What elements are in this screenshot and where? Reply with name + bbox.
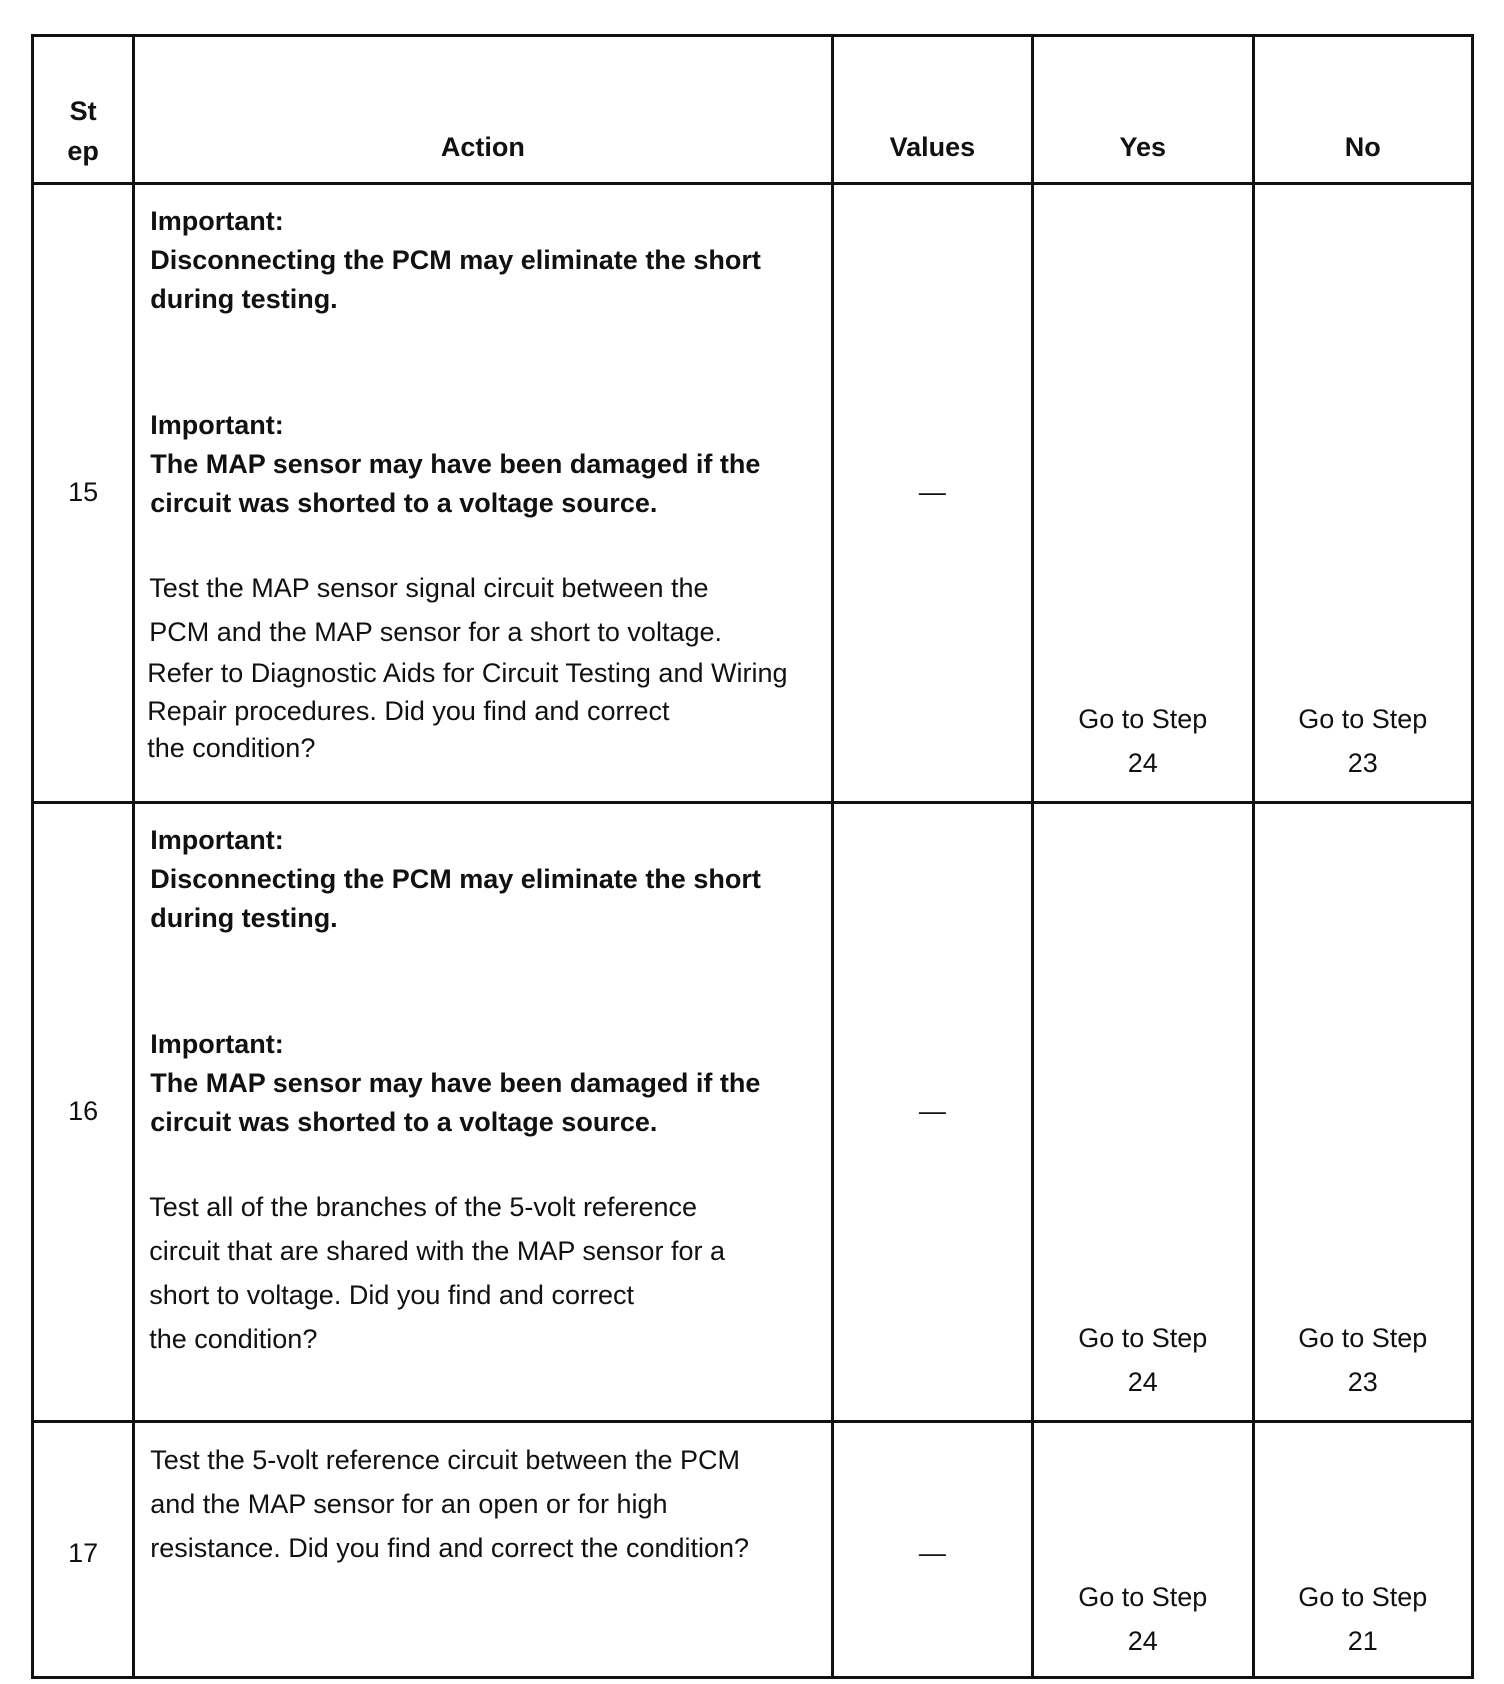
step-cell [33,184,134,803]
action-line: and the MAP sensor for an open or for high [150,1489,668,1519]
action-line: the condition? [149,1324,318,1354]
values-dash: — [918,1096,946,1126]
yes-goto [1034,1316,1251,1404]
goto-step: 23 [1347,1367,1378,1397]
action-cell [134,803,832,1422]
no-cell [1253,184,1472,803]
action-line: resistance. Did you find and correct the condition? [150,1533,750,1563]
step-number: 17 [68,1538,99,1568]
important-label: Important: [150,206,284,236]
yes-goto [1034,697,1251,785]
table-row [33,803,1473,1422]
action-text [149,566,810,766]
action-line: the condition? [147,733,316,763]
goto-step: 23 [1347,748,1378,778]
action-line: circuit that are shared with the MAP sensor for a [149,1236,725,1266]
values-cell [832,184,1032,803]
no-goto [1255,1316,1471,1404]
goto-label: Go to Step [1298,1582,1428,1612]
header-step [33,36,134,184]
important-note [150,406,810,523]
step-cell [33,1422,134,1678]
table-row [33,1422,1473,1678]
yes-goto [1034,1575,1251,1663]
action-text [150,1438,810,1570]
header-values-label: Values [889,132,976,162]
action-line: Test all of the branches of the 5-volt reference [149,1192,698,1222]
important-note [150,1025,810,1142]
action-line: Test the MAP sensor signal circuit between the [149,573,709,603]
action-line: Repair procedures. Did you find and correct [147,696,670,726]
action-line: PCM and the MAP sensor for a short to voltage. [149,617,722,647]
header-no-label: No [1344,132,1381,162]
goto-label: Go to Step [1298,1323,1428,1353]
header-no [1253,36,1472,184]
goto-step: 24 [1127,1367,1158,1397]
header-row [33,36,1473,184]
action-cell [134,1422,832,1678]
important-note [150,821,810,938]
yes-cell [1033,1422,1253,1678]
step-number: 16 [68,1096,99,1126]
action-line: Refer to Diagnostic Aids for Circuit Testing and Wiring [147,658,788,688]
goto-step: 21 [1347,1626,1378,1656]
important-text: The MAP sensor may have been damaged if the circuit was shorted to a voltage source. [150,1068,761,1137]
goto-label: Go to Step [1078,1582,1208,1612]
important-text: Disconnecting the PCM may eliminate the short during testing. [150,864,761,933]
step-cell [33,803,134,1422]
step-number: 15 [68,477,99,507]
no-goto [1255,697,1471,785]
header-values [832,36,1032,184]
header-action [134,36,832,184]
action-text [149,1185,810,1361]
header-yes-label: Yes [1119,132,1167,162]
important-text: Disconnecting the PCM may eliminate the short during testing. [150,245,761,314]
action-line: Test the 5-volt reference circuit between the PCM [150,1445,740,1475]
no-goto [1255,1575,1471,1663]
header-step-line2: ep [67,136,99,166]
important-label: Important: [150,825,284,855]
values-dash: — [918,477,946,507]
header-yes [1033,36,1253,184]
table-row [33,184,1473,803]
no-cell [1253,1422,1472,1678]
header-step-line1: St [69,96,97,126]
diagnostic-table [31,34,1474,1679]
action-cell [134,184,832,803]
important-label: Important: [150,410,284,440]
yes-cell [1033,184,1253,803]
no-cell [1253,803,1472,1422]
action-line: short to voltage. Did you find and correct [149,1280,634,1310]
yes-cell [1033,803,1253,1422]
goto-label: Go to Step [1298,704,1428,734]
goto-label: Go to Step [1078,1323,1208,1353]
important-note [150,202,810,319]
values-cell [832,803,1032,1422]
values-dash: — [918,1538,946,1568]
values-cell [832,1422,1032,1678]
important-label: Important: [150,1029,284,1059]
goto-step: 24 [1127,1626,1158,1656]
important-text: The MAP sensor may have been damaged if the circuit was shorted to a voltage source. [150,449,761,518]
goto-step: 24 [1127,748,1158,778]
header-action-label: Action [440,132,525,162]
goto-label: Go to Step [1078,704,1208,734]
